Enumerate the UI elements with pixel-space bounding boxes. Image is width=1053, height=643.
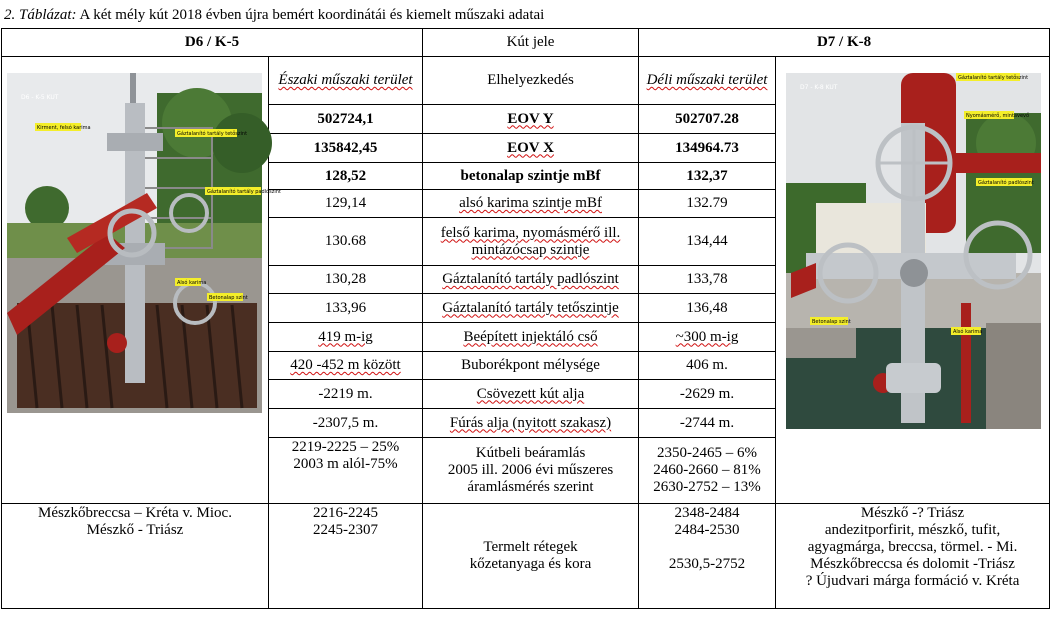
row-label: Buborékpont mélysége bbox=[423, 352, 639, 380]
header-row bbox=[2, 29, 1050, 57]
row-label: alsó karima szintje mBf bbox=[423, 190, 639, 218]
row-label: Beépített injektáló cső bbox=[423, 323, 639, 352]
row-label: Fúrás alja (nyitott szakasz) bbox=[423, 409, 639, 438]
south-value: -2744 m. bbox=[639, 409, 776, 438]
svg-text:Nyomásmérő, mintavevő: Nyomásmérő, mintavevő bbox=[966, 113, 1030, 119]
north-value: 420 -452 m között bbox=[269, 352, 423, 380]
row-label: Gáztalanító tartály tetőszintje bbox=[423, 294, 639, 323]
right-rock-types: Mészkő -? Triász andezitporfirit, mészkő, tufit, agyagmárga, breccsa, törmel. - Mi. Mészkőbreccsa és dolomit -Triász ? Újudvari márga formáció v. Kréta bbox=[776, 504, 1050, 609]
well-data-table bbox=[1, 28, 1050, 609]
north-value: -2307,5 m. bbox=[269, 409, 423, 438]
right-photo-cell bbox=[776, 57, 1050, 504]
row-label: EOV X bbox=[423, 134, 639, 163]
south-area-header: Déli műszaki terület bbox=[639, 57, 776, 105]
north-depth-intervals: 2216-2245 2245-2307 bbox=[269, 504, 423, 609]
south-value: 502707.28 bbox=[639, 105, 776, 134]
south-value: 132.79 bbox=[639, 190, 776, 218]
row-label: Gáztalanító tartály padlószint bbox=[423, 266, 639, 294]
south-value: -2629 m. bbox=[639, 380, 776, 409]
produced-layers-label: Termelt rétegek kőzetanyaga és kora bbox=[423, 504, 639, 609]
south-value: 132,37 bbox=[639, 163, 776, 190]
svg-text:Alsó karima: Alsó karima bbox=[953, 329, 983, 335]
subheader-row bbox=[2, 57, 1050, 105]
south-value: 136,48 bbox=[639, 294, 776, 323]
south-value: 134964.73 bbox=[639, 134, 776, 163]
north-value: 419 m-ig bbox=[269, 323, 423, 352]
row-label: felső karima, nyomásmérő ill. mintázócsap szintje bbox=[423, 218, 639, 266]
header-well-label: Kút jele bbox=[423, 29, 639, 57]
svg-text:Betonalap szint: Betonalap szint bbox=[209, 295, 248, 301]
header-right-well: D7 / K-8 bbox=[639, 29, 1050, 57]
d7-k8-well-photo bbox=[786, 73, 1041, 429]
north-area-header: Északi műszaki terület bbox=[269, 57, 423, 105]
table-caption bbox=[4, 6, 544, 24]
svg-text:Gáztalanító padlószint: Gáztalanító padlószint bbox=[978, 180, 1034, 186]
row-label: EOV Y bbox=[423, 105, 639, 134]
south-value: 133,78 bbox=[639, 266, 776, 294]
svg-text:Kirment, felsó karima: Kirment, felsó karima bbox=[37, 125, 91, 131]
south-depth-intervals: 2348-2484 2484-2530 2530,5-2752 bbox=[639, 504, 776, 609]
south-value: 2350-2465 – 6% 2460-2660 – 81% 2630-2752 – 13% bbox=[639, 438, 776, 504]
svg-text:D7 - K-8 KUT: D7 - K-8 KUT bbox=[800, 84, 838, 91]
south-value: 406 m. bbox=[639, 352, 776, 380]
svg-text:Alsó karima: Alsó karima bbox=[177, 280, 207, 286]
row-label: betonalap szintje mBf bbox=[423, 163, 639, 190]
header-left-well: D6 / K-5 bbox=[2, 29, 423, 57]
location-header: Elhelyezkedés bbox=[423, 57, 639, 105]
north-value: 129,14 bbox=[269, 190, 423, 218]
bottom-row bbox=[2, 504, 1050, 609]
left-photo-cell bbox=[2, 57, 281, 504]
svg-text:Gáztalanító tartály tetőszint: Gáztalanító tartály tetőszint bbox=[177, 131, 248, 137]
north-value: 130.68 bbox=[269, 218, 423, 266]
north-value: 128,52 bbox=[269, 163, 423, 190]
north-value: 502724,1 bbox=[269, 105, 423, 134]
d6-k5-well-photo bbox=[7, 73, 281, 413]
left-rock-types: Mészkőbreccsa – Kréta v. Mioc. Mészkő - Triász bbox=[2, 504, 269, 609]
row-label: Csövezett kút alja bbox=[423, 380, 639, 409]
north-value: 130,28 bbox=[269, 266, 423, 294]
south-value: 134,44 bbox=[639, 218, 776, 266]
caption-text: A két mély kút 2018 évben újra bemért koordinátái és kiemelt műszaki adatai bbox=[79, 7, 545, 23]
row-label: Kútbeli beáramlás 2005 ill. 2006 évi műszeres áramlásmérés szerint bbox=[423, 438, 639, 504]
svg-text:Gáztalanító tartály tetőszint: Gáztalanító tartály tetőszint bbox=[958, 75, 1029, 81]
svg-text:Betonalap szint: Betonalap szint bbox=[812, 319, 851, 325]
caption-lead: 2. Táblázat: bbox=[4, 7, 77, 23]
north-value: 2219-2225 – 25% 2003 m alól-75% bbox=[269, 438, 423, 504]
svg-text:Gáztalanító tartály padlószint: Gáztalanító tartály padlószint bbox=[207, 189, 281, 195]
svg-text:D6 - K-5 KUT: D6 - K-5 KUT bbox=[21, 94, 59, 101]
south-value: ~300 m-ig bbox=[639, 323, 776, 352]
north-value: 133,96 bbox=[269, 294, 423, 323]
north-value: -2219 m. bbox=[269, 380, 423, 409]
north-value: 135842,45 bbox=[269, 134, 423, 163]
